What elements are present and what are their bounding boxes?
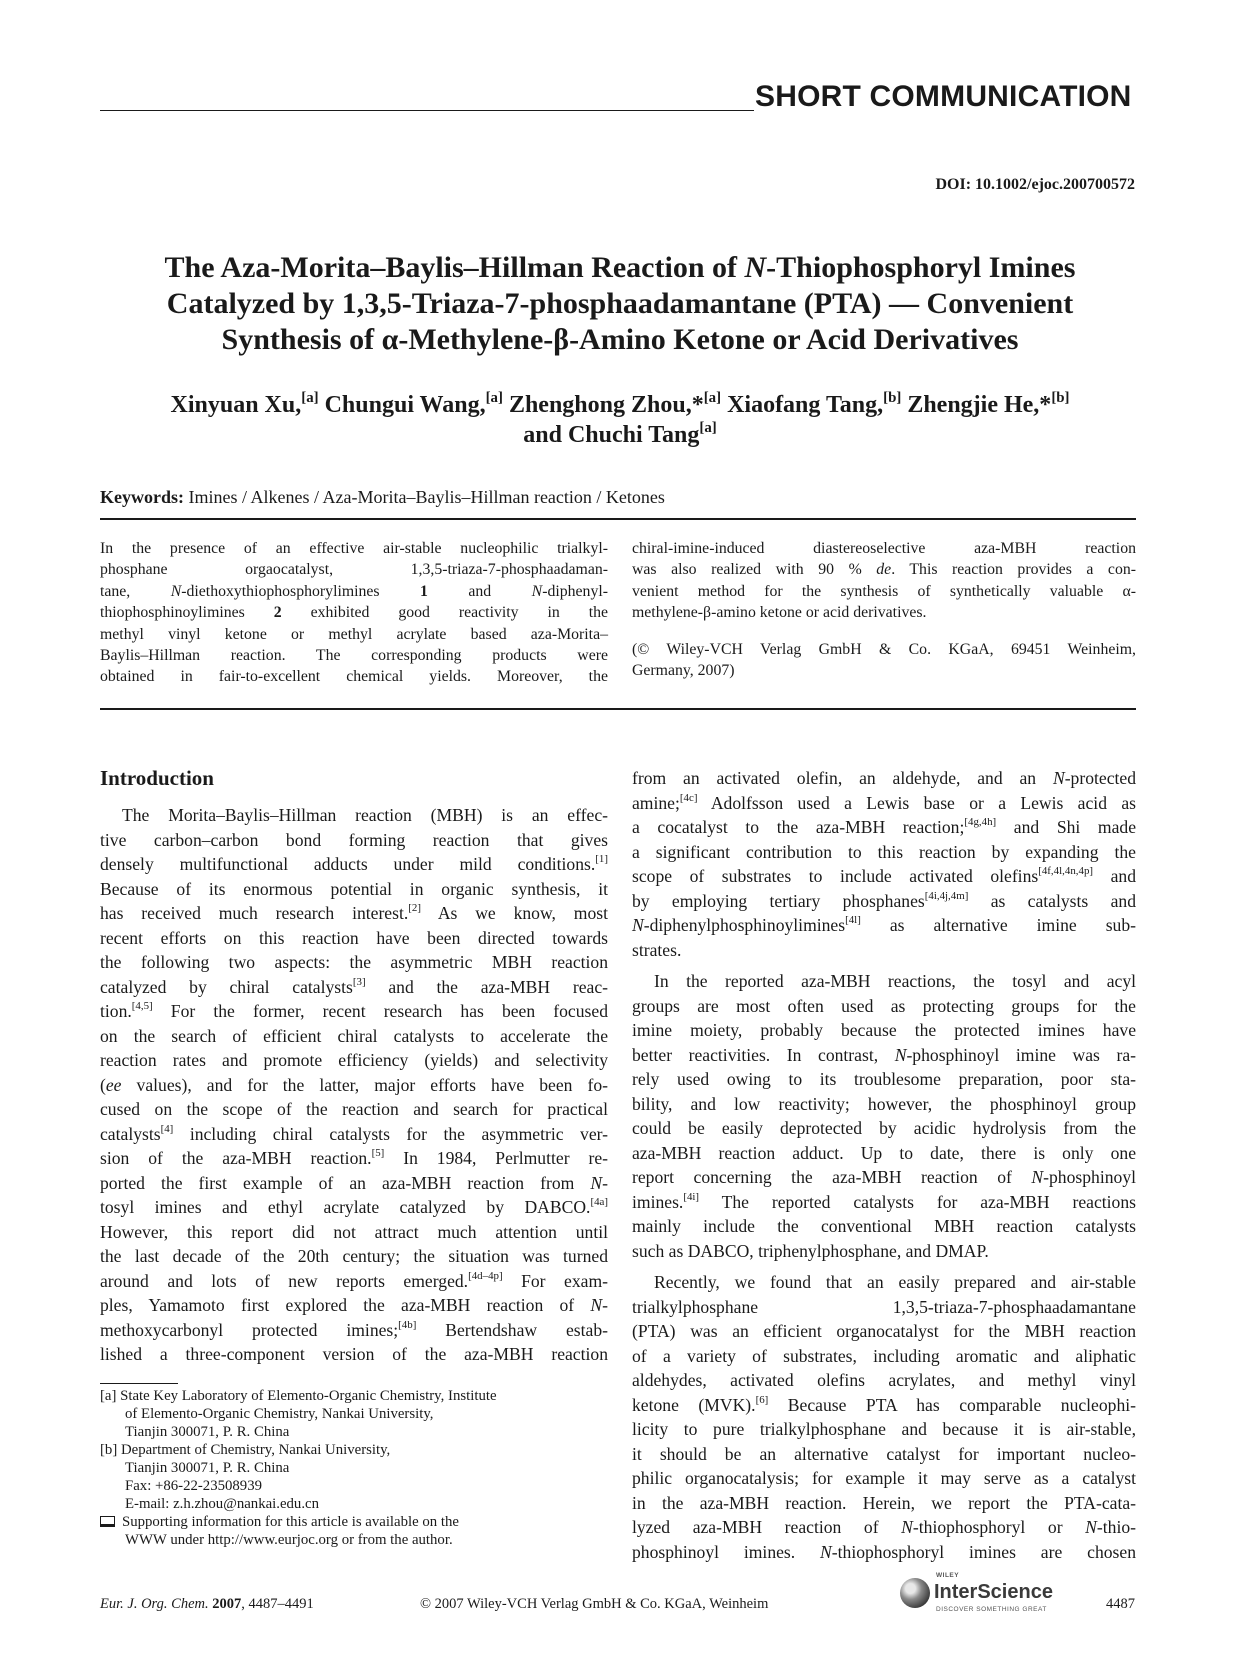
text-line: (ee values), and for the latter, major efforts have been fo-: [100, 1074, 608, 1095]
affiliation-detail: Tianjin 300071, P. R. China: [125, 1424, 290, 1440]
text-line: philic organocatalysis; for example it may serve as a catalyst: [632, 1468, 1136, 1488]
text-line: mainly include the conventional MBH reaction catalysts: [632, 1216, 1136, 1236]
author-name: Zhengjie He,*[b]: [907, 389, 1070, 418]
text-line: a cocatalyst to the aza-MBH reaction;[4g,4h] and Shi made: [632, 816, 1137, 837]
text-line: recent efforts on this reaction have been directed towards: [100, 927, 608, 948]
text-line: catalyzed by chiral catalysts[3] and the aza-MBH reac-: [100, 975, 608, 997]
title-line-3: Synthesis of α-Methylene-β-Amino Ketone or Acid Derivatives: [221, 323, 1019, 356]
text-line: (PTA) was an efficient organocatalyst for the MBH reaction: [632, 1321, 1136, 1341]
keywords: [100, 487, 665, 508]
text-line: could be easily deprotected by acidic hydrolysis from the: [632, 1118, 1136, 1138]
text-line: trialkylphosphane 1,3,5-triaza-7-phosphaadamantane: [632, 1296, 1136, 1317]
intro-paragraph-2: [632, 969, 1136, 1263]
globe-icon: [900, 1578, 930, 1608]
text-line: groups are most often used as protecting groups for the: [632, 995, 1136, 1016]
affiliations: [100, 1387, 608, 1549]
footer-citation: [100, 1596, 314, 1613]
text-line: In the presence of an effective air-stable nucleophilic trialkyl-: [100, 540, 608, 557]
text-line: cused on the scope of the reaction and search for practical: [100, 1099, 608, 1119]
text-line: lyzed aza-MBH reaction of N-thiophosphoryl or N-thio-: [632, 1517, 1136, 1537]
text-line: a significant contribution to this reaction by expanding the: [632, 841, 1136, 862]
text-line: obtained in fair-to-excellent chemical yields. Moreover, the: [100, 668, 608, 686]
text-line: methoxycarbonyl protected imines;[4b] Bertendshaw estab-: [100, 1318, 608, 1340]
supporting-info-url: WWW under http://www.eurjoc.org or from the author.: [125, 1532, 453, 1548]
author-name: Zhenghong Zhou,*[a]: [508, 389, 722, 418]
article-title: [100, 250, 1140, 358]
text-line: bility, and low reactivity; however, the phosphinoyl group: [632, 1093, 1136, 1114]
text-line: aldehydes, activated olefins acrylates, and methyl vinyl: [632, 1370, 1136, 1390]
text-line: it should be an alternative catalyst for important nucleo-: [632, 1443, 1136, 1464]
text-line: has received much research interest.[2] As we know, most: [100, 902, 608, 923]
text-line: chiral-imine-induced diastereoselective aza-MBH reaction: [632, 540, 1136, 557]
text-line: reaction rates and promote efficiency (yields) and selectivity: [100, 1050, 608, 1070]
affiliation-entry: [b] Department of Chemistry, Nankai University,: [100, 1442, 391, 1458]
text-line: the following two aspects: the asymmetric MBH reaction: [100, 952, 608, 972]
text-line: However, this report did not attract much attention until: [100, 1221, 608, 1242]
text-line: phosphinoyl imines. N-thiophosphoryl imines are chosen: [632, 1541, 1137, 1562]
interscience-logo[interactable]: [900, 1568, 1080, 1618]
text-line: tosyl imines and ethyl acrylate catalyzed by DABCO.[4a]: [100, 1196, 608, 1217]
text-line: strates.: [632, 939, 682, 960]
author-name: and Chuchi Tang[a]: [523, 419, 717, 448]
text-line: The Morita–Baylis–Hillman reaction (MBH) is an effec-: [122, 805, 608, 825]
text-line: tive carbon–carbon bond forming reaction that gives: [100, 829, 608, 850]
author-name: Xiaofang Tang,[b]: [727, 389, 902, 418]
footnote-rule: [100, 1383, 178, 1384]
keywords-label: Keywords:: [100, 487, 184, 507]
abstract-top-rule: [100, 518, 1136, 520]
abstract-copyright: [632, 639, 1136, 682]
intro-paragraph-continued: [632, 766, 1136, 962]
authors-line-1: [100, 390, 1140, 420]
introduction-heading: Introduction: [100, 766, 214, 790]
keywords-text: Imines / Alkenes / Aza-Morita–Baylis–Hillman reaction / Ketones: [188, 487, 665, 507]
text-line: on the search of efficient chiral catalysts to accelerate the: [100, 1025, 608, 1046]
journal-name: Eur. J. Org. Chem.: [100, 1596, 209, 1612]
author-name: Chungui Wang,[a]: [324, 389, 503, 418]
text-line: around and lots of new reports emerged.[4d–4p] For exam-: [100, 1269, 608, 1291]
text-line: densely multifunctional adducts under mild conditions.[1]: [100, 853, 608, 874]
affiliation-detail: Fax: +86-22-23508939: [125, 1478, 262, 1494]
text-line: amine;[4c] Adolfsson used a Lewis base or a Lewis acid as: [632, 791, 1136, 813]
text-line: scope of substrates to include activated olefins[4f,4l,4n,4p] and: [632, 865, 1136, 886]
text-line: Baylis–Hillman reaction. The corresponding products were: [100, 647, 608, 665]
text-line: methyl vinyl ketone or methyl acrylate based aza-Morita–: [100, 625, 608, 643]
text-line: Recently, we found that an easily prepared and air-stable: [654, 1272, 1136, 1292]
introduction-right-column: [632, 766, 1136, 1564]
logo-interscience: InterScience: [934, 1581, 1053, 1603]
footer-copyright: © 2007 Wiley-VCH Verlag GmbH & Co. KGaA, Weinheim: [420, 1596, 769, 1612]
text-line: phosphane orgaocatalyst, 1,3,5-triaza-7-phosphaadaman-: [100, 561, 608, 579]
text-line: from an activated olefin, an aldehyde, and an N-protected: [632, 768, 1136, 788]
text-line: In the reported aza-MBH reactions, the tosyl and acyl: [654, 971, 1136, 991]
abstract-text: [632, 538, 1136, 624]
abstract-bottom-rule: [100, 708, 1136, 710]
affiliation-entry: [a] State Key Laboratory of Elemento-Organic Chemistry, Institute: [100, 1388, 497, 1404]
text-line: aza-MBH reaction adduct. Up to date, there is only one: [632, 1142, 1136, 1163]
supporting-info: Supporting information for this article is available on the: [100, 1513, 608, 1531]
text-line: (© Wiley-VCH Verlag GmbH & Co. KGaA, 69451 Weinheim,: [632, 640, 1136, 658]
text-line: imines.[4i] The reported catalysts for aza-MBH reactions: [632, 1190, 1136, 1212]
text-line: lished a three-component version of the aza-MBH reaction: [100, 1344, 608, 1364]
affiliation-detail: Tianjin 300071, P. R. China: [125, 1460, 290, 1476]
text-line: ketone (MVK).[6] Because PTA has comparable nucleophi-: [632, 1393, 1137, 1415]
text-line: tane, N-diethoxythiophosphorylimines 1 and N-diphenyl-: [100, 582, 608, 600]
abstract-column-2: [632, 538, 1136, 681]
text-line: thiophosphinoylimines 2 exhibited good reactivity in the: [100, 604, 609, 622]
logo-wiley: WILEY: [936, 1572, 960, 1579]
author-name: Xinyuan Xu,[a]: [170, 389, 319, 418]
text-line: of a variety of substrates, including aromatic and aliphatic: [632, 1345, 1136, 1366]
title-line-2: Catalyzed by 1,3,5-Triaza-7-phosphaadamantane (PTA) — Convenient: [166, 287, 1074, 320]
introduction-left-column: [100, 803, 608, 1367]
affiliation-detail: of Elemento-Organic Chemistry, Nankai University,: [125, 1406, 434, 1422]
journal-pages: , 4487–4491: [241, 1596, 314, 1612]
text-line: ples, Yamamoto first explored the aza-MBH reaction of N-: [100, 1295, 608, 1315]
text-line: catalysts[4] including chiral catalysts for the asymmetric ver-: [100, 1122, 608, 1144]
text-line: in the aza-MBH reaction. Herein, we report the PTA-cata-: [632, 1492, 1136, 1513]
computer-icon: [100, 1516, 115, 1527]
journal-year: 2007: [212, 1596, 242, 1612]
logo-tagline: DISCOVER SOMETHING GREAT: [936, 1606, 1047, 1613]
abstract-column-1: [100, 538, 608, 688]
text-line: by employing tertiary phosphanes[4i,4j,4m] as catalysts and: [632, 889, 1136, 911]
text-line: the last decade of the 20th century; the situation was turned: [100, 1246, 608, 1266]
text-line: ported the first example of an aza-MBH reaction from N-: [100, 1172, 608, 1193]
text-line: such as DABCO, triphenylphosphane, and DMAP.: [632, 1240, 989, 1261]
text-line: sion of the aza-MBH reaction.[5] In 1984, Perlmutter re-: [100, 1147, 608, 1168]
title-line-1: The Aza-Morita–Baylis–Hillman Reaction of N-Thiophosphoryl Imines: [164, 251, 1076, 284]
affiliation-detail: E-mail: z.h.zhou@nankai.edu.cn: [125, 1496, 319, 1512]
text-line: better reactivities. In contrast, N-phosphinoyl imine was ra-: [632, 1044, 1137, 1065]
text-line: rely used owing to its troublesome preparation, poor sta-: [632, 1069, 1136, 1089]
text-line: venient method for the synthesis of synthetically valuable α-: [632, 582, 1136, 600]
text-line: tion.[4,5] For the former, recent research has been focused: [100, 1000, 608, 1021]
text-line: licity to pure trialkylphosphane and because it is air-stable,: [632, 1419, 1136, 1439]
text-line: was also realized with 90 % de. This reaction provides a con-: [632, 561, 1136, 579]
text-line: N-diphenylphosphinoylimines[4l] as alternative imine sub-: [632, 914, 1136, 935]
header-rule: [100, 110, 754, 111]
intro-paragraph-3: [632, 1270, 1136, 1564]
doi: DOI: 10.1002/ejoc.200700572: [935, 176, 1135, 193]
page-number: 4487: [1106, 1596, 1135, 1612]
text-line: imine moiety, probably because the protected imines have: [632, 1020, 1136, 1040]
text-line: methylene-β-amino ketone or acid derivatives.: [632, 604, 927, 622]
section-label: SHORT COMMUNICATION: [755, 80, 1132, 113]
text-line: Germany, 2007): [632, 662, 735, 680]
authors-line-2: [100, 420, 1140, 450]
text-line: report concerning the aza-MBH reaction of N-phosphinoyl: [632, 1167, 1136, 1187]
text-line: Because of its enormous potential in organic synthesis, it: [100, 878, 608, 899]
author-list: [100, 390, 1140, 450]
